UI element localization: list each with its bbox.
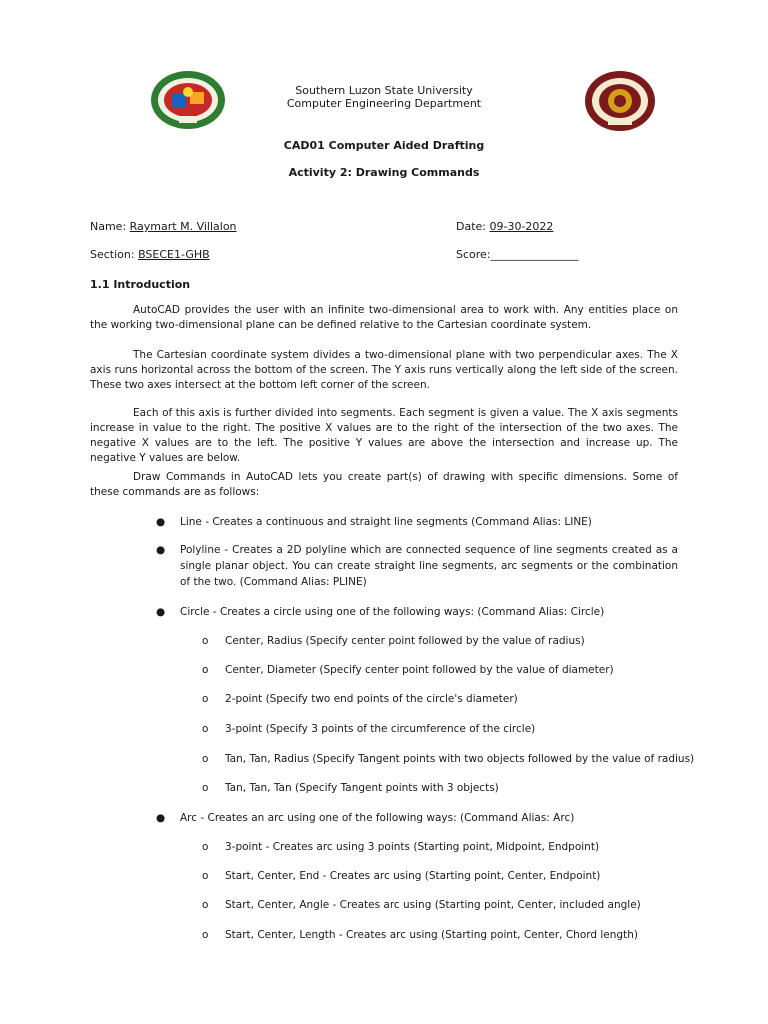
circle-option-text: Center, Radius (Specify center point followed by the value of radius): [225, 635, 585, 647]
bullet-icon: ●: [156, 516, 166, 528]
circle-option-text: 3-point (Specify 3 points of the circumference of the circle): [225, 723, 536, 735]
sub-bullet-icon: o: [202, 635, 209, 647]
date-label: Date:: [456, 220, 490, 233]
arc-option-2: [202, 869, 600, 884]
sub-bullet-icon: o: [202, 723, 209, 735]
circle-option-text: 2-point (Specify two end points of the circle's diameter): [225, 693, 518, 705]
bullet-icon: ●: [156, 606, 166, 618]
name-label: Name:: [90, 220, 130, 233]
sub-bullet-icon: o: [202, 664, 209, 676]
sub-bullet-icon: o: [202, 870, 209, 882]
circle-option-2: [202, 663, 614, 678]
bullet-icon: ●: [156, 544, 166, 556]
name-value: Raymart M. Villalon: [129, 220, 237, 233]
sub-bullet-icon: o: [202, 899, 209, 911]
section-label: Section:: [90, 248, 139, 261]
date-value: 09-30-2022: [489, 220, 554, 233]
bullet-icon: ●: [156, 812, 166, 824]
circle-option-4: [202, 722, 535, 737]
circle-option-3: [202, 692, 518, 707]
sub-bullet-icon: o: [202, 929, 209, 941]
polyline-command-text: Polyline - Creates a 2D polyline which are connected sequence of line segments created as a single planar object. You can create straight line segments, arc segments or the combination of the two. (Command Alias: PLINE): [180, 544, 678, 588]
arc-option-4: [202, 928, 638, 943]
name-field: [90, 220, 237, 233]
arc-option-text: Start, Center, End - Creates arc using (Starting point, Center, Endpoint): [225, 870, 601, 882]
university-name: Southern Luzon State University: [295, 84, 473, 97]
intro-paragraph-3: Each of this axis is further divided into segments. Each segment is given a value. The X axis segments increase in value to the right. The positive X values are to the right of the intersection of the two axes. The negative X values are to the left. The positive Y values are above the intersection and increase up. The negative Y values are below.: [90, 407, 678, 464]
arc-option-3: [202, 898, 641, 913]
intro-paragraph-4: Draw Commands in AutoCAD lets you create part(s) of drawing with specific dimensions. Some of these commands are as follows:: [90, 471, 678, 498]
arc-option-text: Start, Center, Length - Creates arc using (Starting point, Center, Chord length): [225, 929, 638, 941]
arc-option-1: [202, 840, 599, 855]
score-label: Score:: [456, 248, 491, 261]
section-field: [90, 248, 210, 261]
course-title: CAD01 Computer Aided Drafting: [283, 139, 485, 152]
circle-option-6: [202, 781, 499, 796]
arc-option-text: Start, Center, Angle - Creates arc using (Starting point, Center, included angle): [225, 899, 641, 911]
department-name: Computer Engineering Department: [286, 97, 482, 110]
arc-command-text: Arc - Creates an arc using one of the following ways: (Command Alias: Arc): [180, 812, 575, 824]
sub-bullet-icon: o: [202, 782, 209, 794]
arc-option-text: 3-point - Creates arc using 3 points (Starting point, Midpoint, Endpoint): [225, 841, 600, 853]
circle-option-5: [202, 752, 694, 767]
score-value: ________________: [490, 248, 579, 261]
score-field: [456, 248, 579, 261]
activity-title: Activity 2: Drawing Commands: [288, 166, 480, 179]
circle-option-text: Tan, Tan, Tan (Specify Tangent points with 3 objects): [225, 782, 499, 794]
sub-bullet-icon: o: [202, 841, 209, 853]
introduction-heading: 1.1 Introduction: [90, 278, 191, 291]
intro-paragraph-1: AutoCAD provides the user with an infinite two-dimensional area to work with. Any entities place on the working two-dimensional plane can be defined relative to the Cartesian coordinate system.: [90, 304, 678, 331]
circle-option-text: Center, Diameter (Specify center point followed by the value of diameter): [225, 664, 614, 676]
list-item-circle: [156, 604, 678, 620]
list-item-polyline: [156, 542, 678, 590]
sub-bullet-icon: o: [202, 693, 209, 705]
circle-option-text: Tan, Tan, Radius (Specify Tangent points with two objects followed by the value of radius): [225, 753, 695, 765]
circle-option-1: [202, 634, 585, 649]
sub-bullet-icon: o: [202, 753, 209, 765]
list-item-arc: [156, 810, 678, 826]
intro-paragraph-2: The Cartesian coordinate system divides a two-dimensional plane with two perpendicular axes. The X axis runs horizontal across the bottom of the screen. The Y axis runs vertically along the left side of the screen. These two axes intersect at the bottom left corner of the screen.: [90, 349, 678, 391]
section-value: BSECE1-GHB: [138, 248, 210, 261]
date-field: [456, 220, 553, 233]
line-command-text: Line - Creates a continuous and straight line segments (Command Alias: LINE): [180, 516, 592, 528]
list-item-line: [156, 514, 678, 530]
circle-command-text: Circle - Creates a circle using one of the following ways: (Command Alias: Circle): [180, 606, 605, 618]
